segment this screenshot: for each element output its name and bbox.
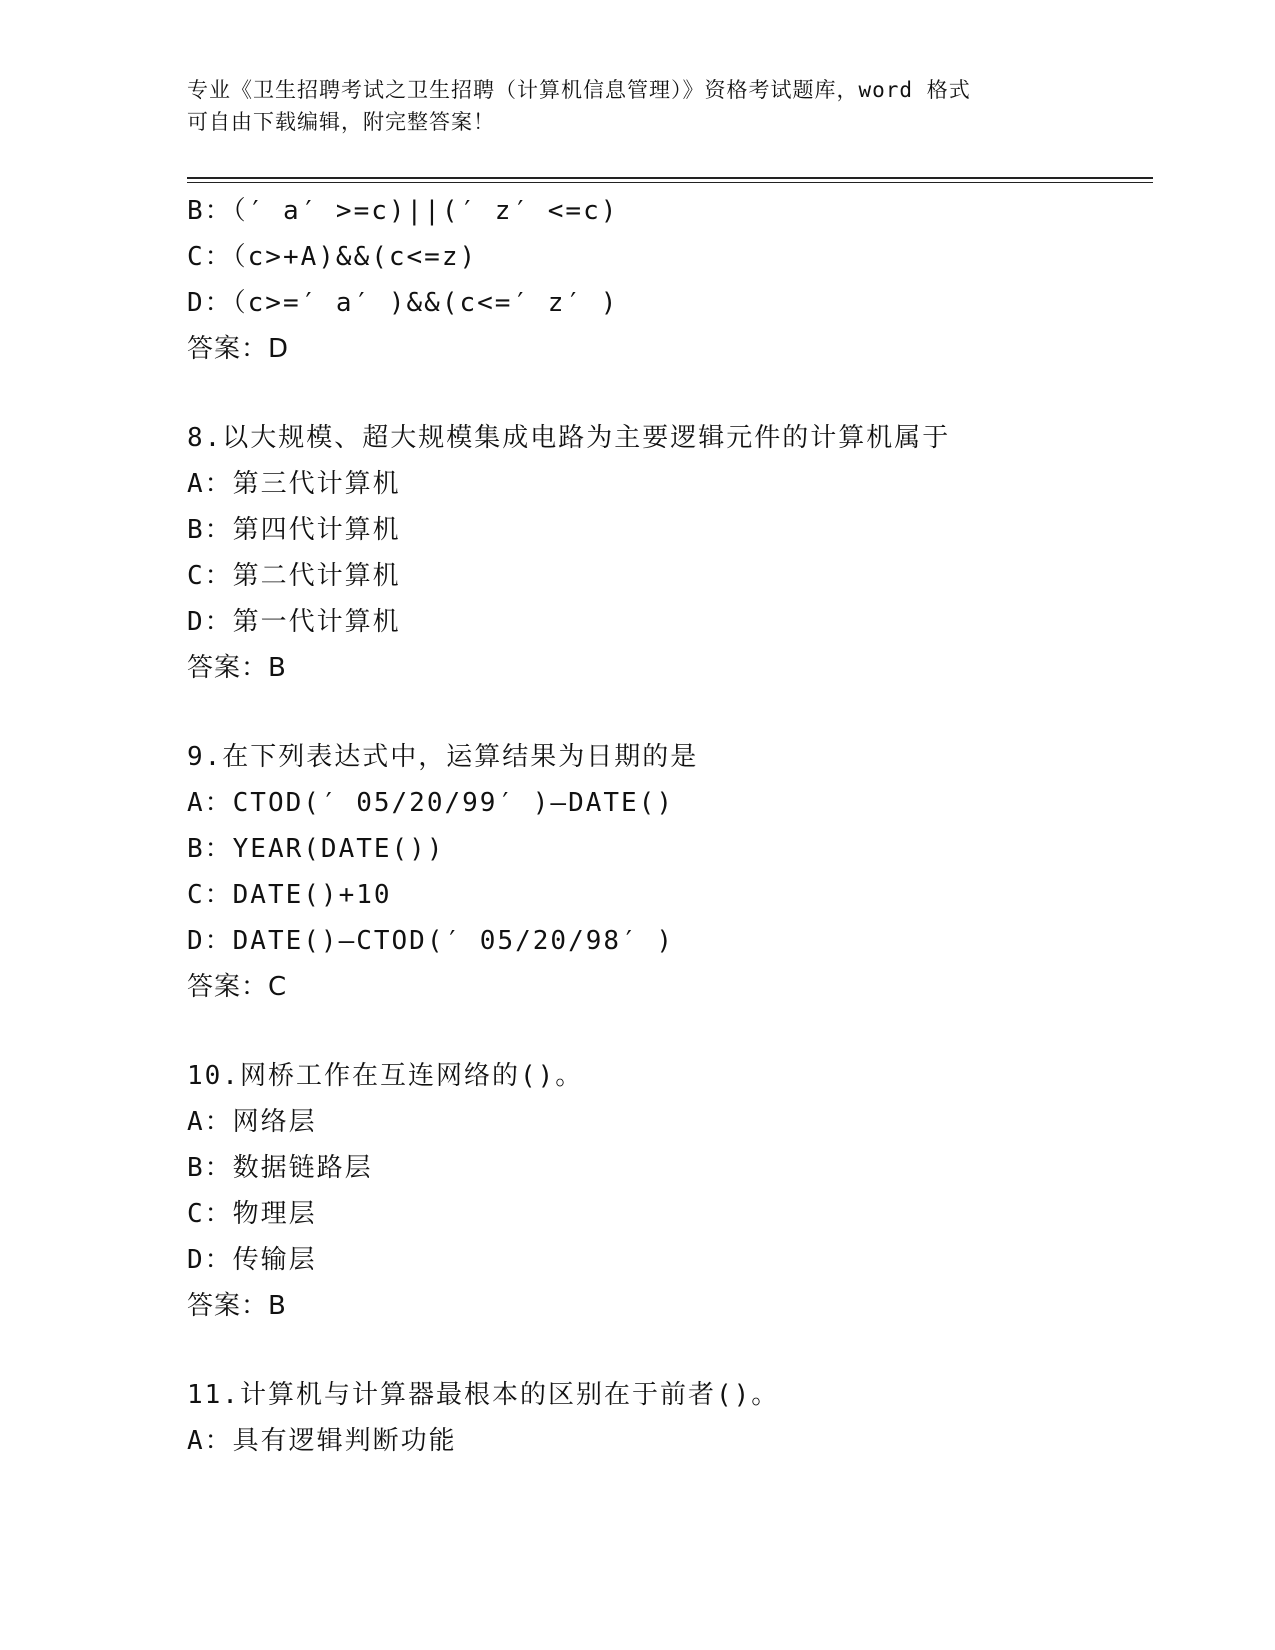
option-c: C：物理层 (187, 1199, 317, 1229)
question-block-10 (187, 1053, 1153, 1329)
header-divider-thick (187, 177, 1153, 179)
option-b: B：（′ a′ >=c)||(′ z′ <=c) (187, 196, 619, 226)
option-d: D：第一代计算机 (187, 607, 401, 637)
question-block-9 (187, 734, 1153, 1010)
option-a: A：CTOD(′ 05/20/99′ )—DATE() (187, 788, 674, 818)
question-block-11 (187, 1372, 1153, 1464)
document-header (187, 74, 1087, 138)
option-a: A：具有逻辑判断功能 (187, 1426, 457, 1456)
answer-line: 答案：D (187, 334, 290, 364)
option-b: B：第四代计算机 (187, 515, 401, 545)
question-stem: 8.以大规模、超大规模集成电路为主要逻辑元件的计算机属于 (187, 423, 951, 453)
option-b: B：数据链路层 (187, 1153, 373, 1183)
question-stem: 11.计算机与计算器最根本的区别在于前者()。 (187, 1380, 780, 1410)
question-list (187, 188, 1153, 1464)
question-block-8 (187, 415, 1153, 691)
answer-line: 答案：B (187, 653, 287, 683)
answer-line: 答案：B (187, 1291, 287, 1321)
question-stem: 9.在下列表达式中，运算结果为日期的是 (187, 742, 699, 772)
question-stem: 10.网桥工作在互连网络的()。 (187, 1061, 584, 1091)
answer-line: 答案：C (187, 972, 288, 1002)
option-a: A：网络层 (187, 1107, 317, 1137)
option-d: D：DATE()—CTOD(′ 05/20/98′ ) (187, 926, 674, 956)
option-c: C：（c>+A)&&(c<=z) (187, 242, 478, 272)
question-block-7 (187, 188, 1153, 372)
header-divider-thin (187, 182, 1153, 183)
option-c: C：DATE()+10 (187, 880, 392, 910)
header-line-2: 可自由下载编辑，附完整答案！ (187, 110, 495, 134)
option-c: C：第二代计算机 (187, 561, 401, 591)
header-line-1: 专业《卫生招聘考试之卫生招聘（计算机信息管理）》资格考试题库，word 格式 (187, 78, 971, 102)
option-d: D：（c>=′ a′ )&&(c<=′ z′ ) (187, 288, 619, 318)
option-a: A：第三代计算机 (187, 469, 401, 499)
option-b: B：YEAR(DATE()) (187, 834, 445, 864)
option-d: D：传输层 (187, 1245, 317, 1275)
